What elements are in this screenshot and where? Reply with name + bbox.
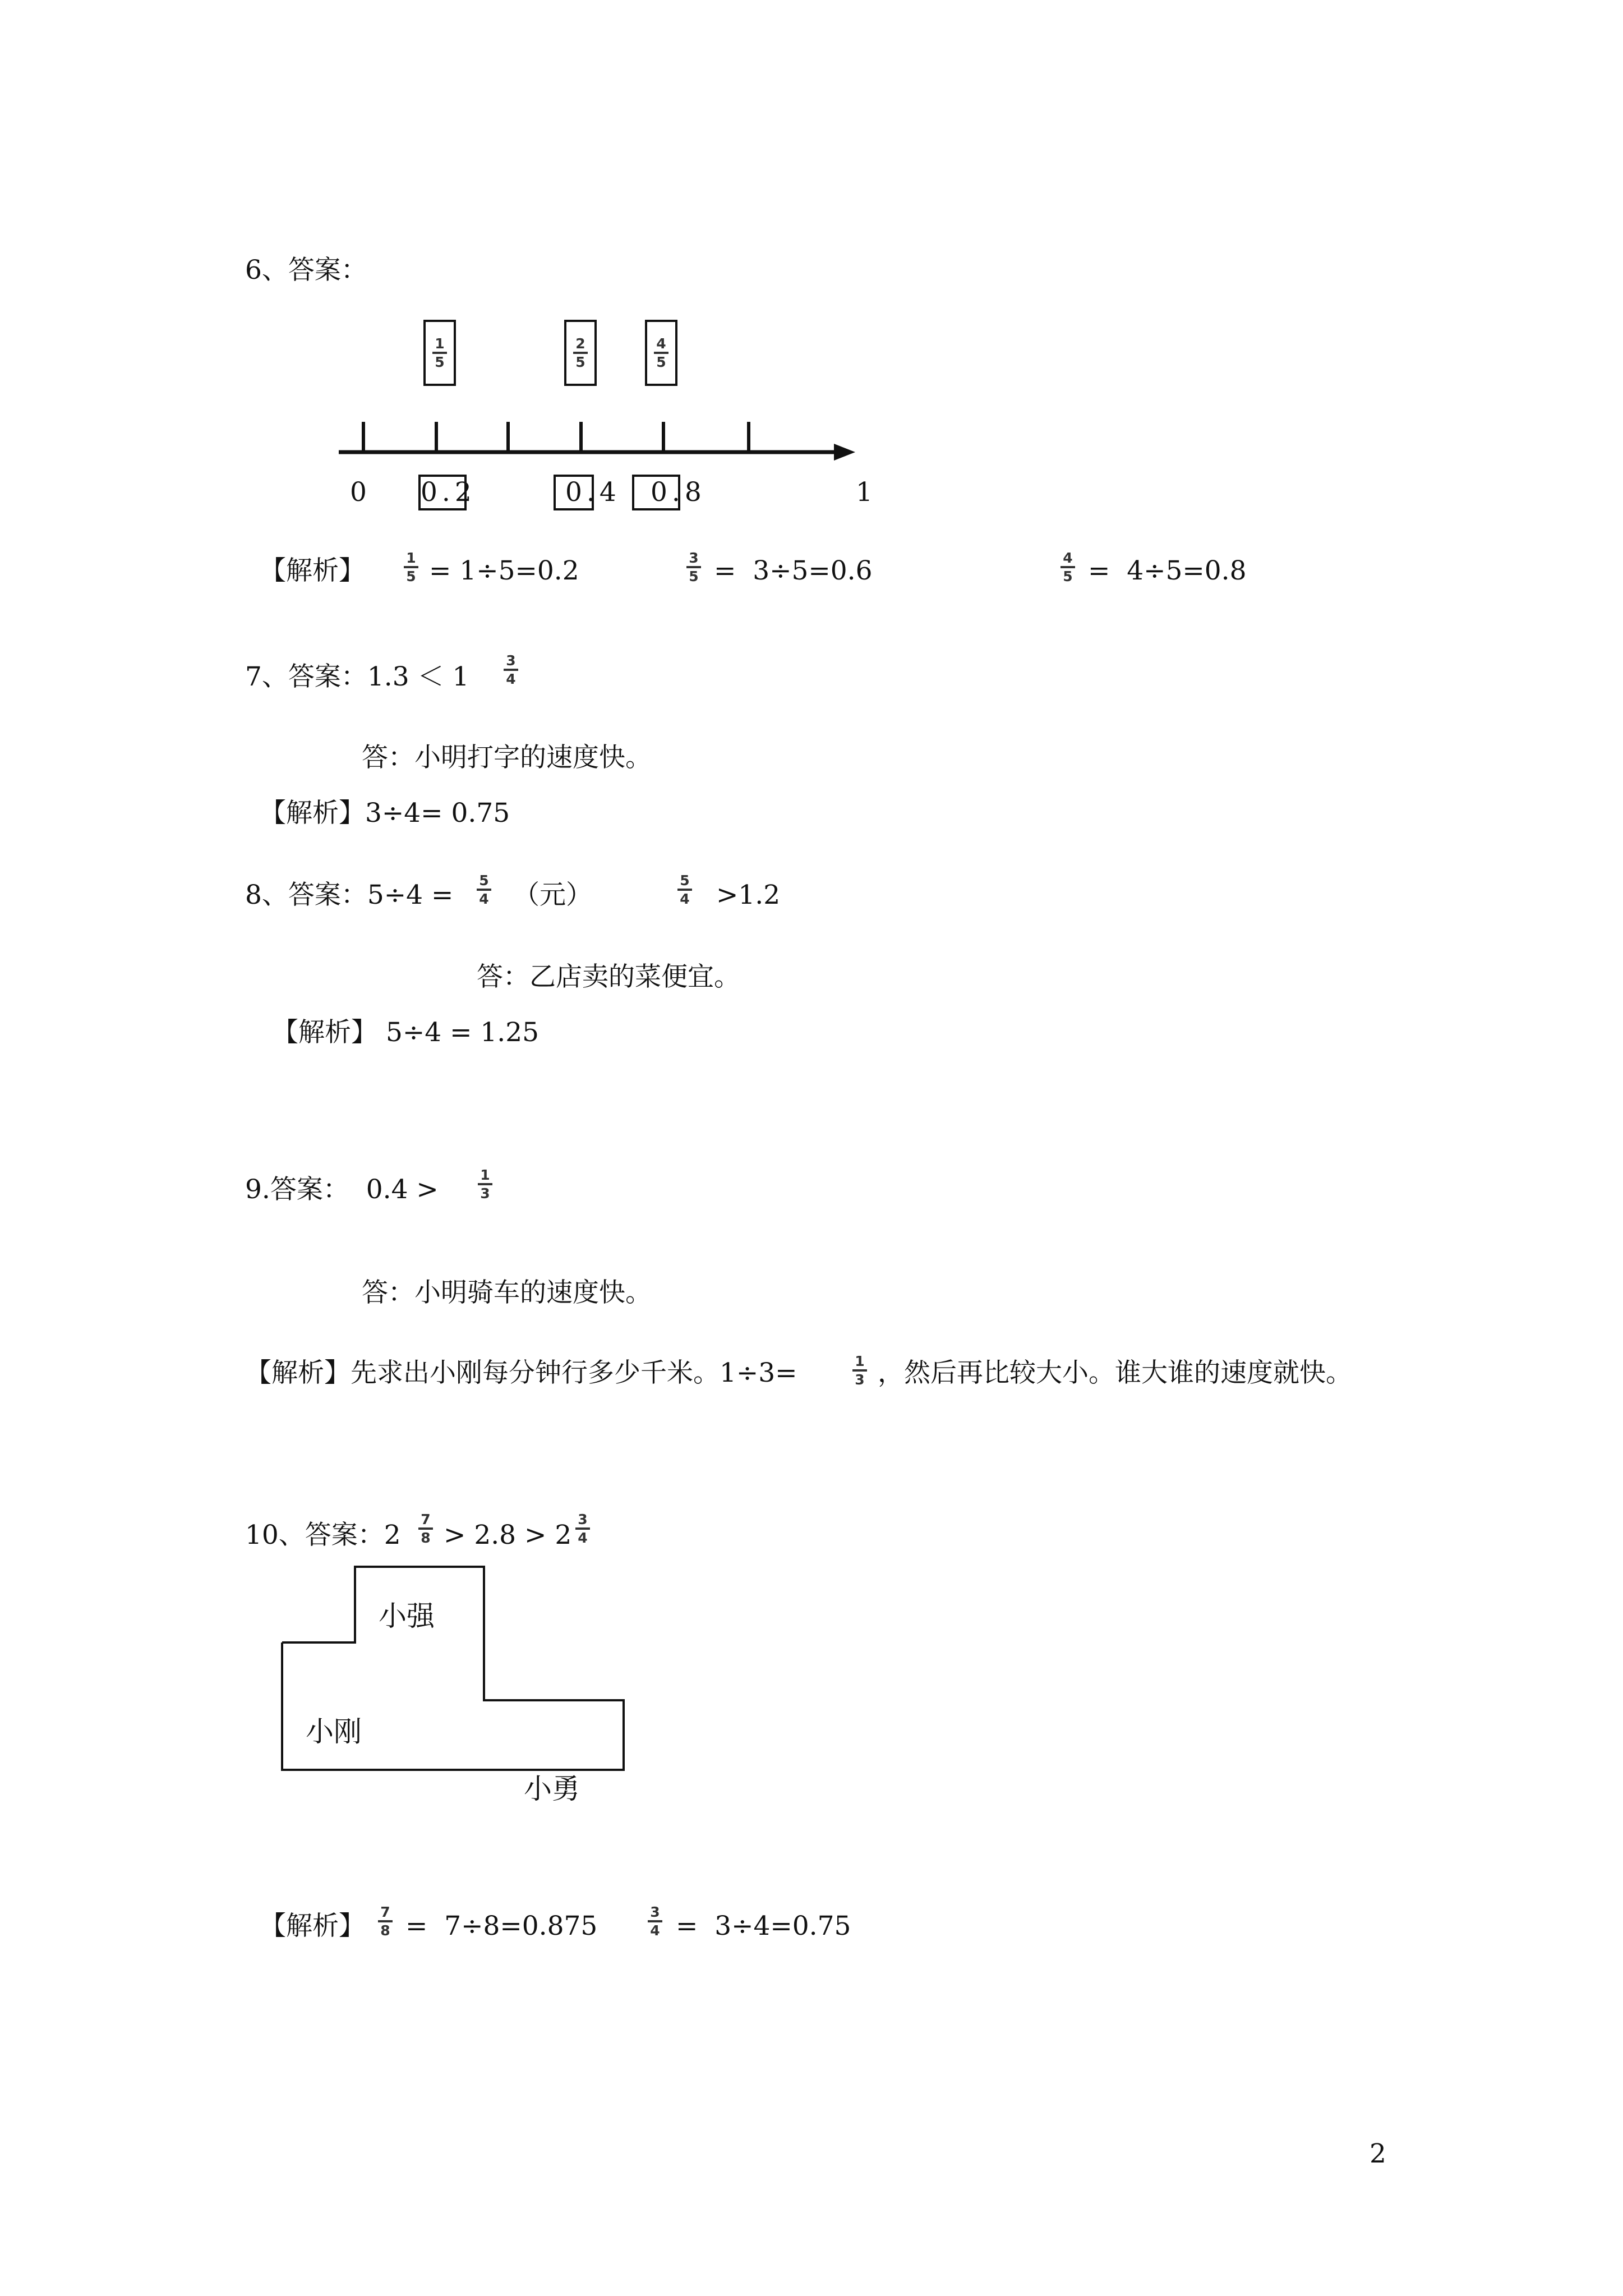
- q8-compare-frac: 5 4: [675, 872, 694, 907]
- q7-answer: 答：小明打字的速度快。: [362, 742, 652, 773]
- q8-heading: 8、答案：5÷4 =: [245, 880, 454, 910]
- q10-analysis-text-2: = 3÷4=0.75: [667, 1911, 851, 1941]
- fraction-2-5: 2 5: [571, 335, 590, 370]
- q10-frac-b: 3 4: [573, 1511, 592, 1546]
- q9-analysis-b: ，然后再比较大小。谁大谁的速度就快。: [878, 1358, 1352, 1388]
- q10-analysis-frac-2: 3 4: [645, 1904, 665, 1939]
- fraction-4-5: 4 5: [652, 335, 671, 370]
- q7-frac: 3 4: [501, 652, 520, 687]
- q10-heading-a: 10、答案：2: [245, 1520, 401, 1550]
- q8-compare-text: >1.2: [716, 880, 781, 910]
- label-xiaogang: 小刚: [306, 1715, 362, 1748]
- q6-analysis-text-1: = 1÷5=0.2: [429, 555, 579, 586]
- q9-analysis-a: 【解析】先求出小刚每分钟行多少千米。1÷3=: [245, 1358, 797, 1388]
- number-line-value-1: 0.2: [421, 477, 476, 508]
- q8-analysis: 【解析】 5÷4 = 1.25: [272, 1017, 540, 1048]
- number-line-value-3: 0.8: [651, 477, 706, 508]
- q7-heading: 7、答案：1.3 ＜ 1: [245, 661, 469, 692]
- page-number: 2: [1370, 2138, 1386, 2169]
- q6-analysis-frac-2: 3 5: [684, 550, 703, 585]
- q6-analysis-text-2: = 3÷5=0.6: [706, 555, 873, 586]
- q10-frac-a: 7 8: [416, 1511, 435, 1546]
- q6-analysis-frac-3: 4 5: [1058, 550, 1077, 585]
- q8-unit: （元）: [513, 880, 592, 910]
- q9-heading: 9.答案： 0.4 >: [245, 1174, 439, 1205]
- q6-heading: 6、答案：: [245, 255, 367, 286]
- q6-analysis-label: 【解析】: [260, 555, 365, 586]
- fraction-1-5: 1 5: [430, 335, 449, 370]
- q9-analysis-frac: 1 3: [850, 1353, 869, 1388]
- q9-frac: 1 3: [476, 1167, 495, 1202]
- q9-answer: 答：小明骑车的速度快。: [362, 1277, 652, 1308]
- q10-analysis-frac-1: 7 8: [376, 1904, 395, 1939]
- label-xiaoqiang: 小强: [379, 1600, 435, 1632]
- label-xiaoyong: 小勇: [524, 1773, 580, 1805]
- q10-analysis-label: 【解析】: [260, 1911, 365, 1941]
- number-line-start: 0: [350, 477, 367, 508]
- q10-heading-b: > 2.8 > 2: [444, 1520, 572, 1550]
- q6-analysis-frac-1: 1 5: [402, 550, 421, 585]
- q7-analysis: 【解析】3÷4= 0.75: [260, 798, 510, 829]
- number-line-end: 1: [856, 477, 873, 508]
- q8-frac: 5 4: [474, 872, 494, 907]
- number-line-value-2: 0.4: [565, 477, 621, 508]
- q6-analysis-text-3: = 4÷5=0.8: [1080, 555, 1247, 586]
- q8-answer: 答：乙店卖的菜便宜。: [477, 961, 740, 992]
- q10-analysis-text-1: = 7÷8=0.875: [397, 1911, 598, 1941]
